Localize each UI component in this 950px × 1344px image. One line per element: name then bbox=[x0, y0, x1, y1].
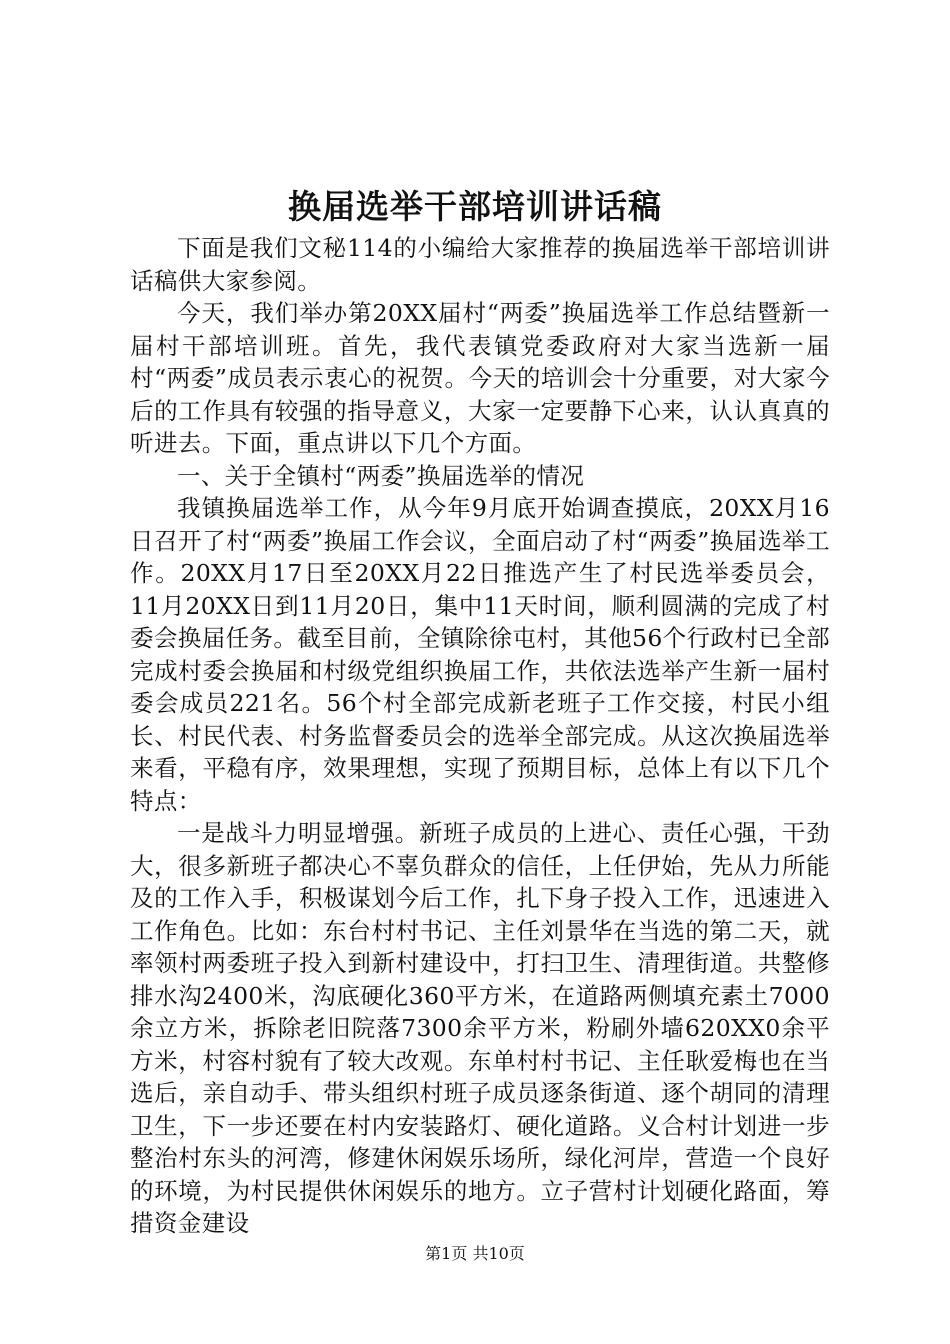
section-heading: 一、关于全镇村“两委”换届选举的情况 bbox=[177, 461, 585, 490]
document-title: 换届选举干部培训讲话稿 bbox=[288, 187, 662, 226]
document-body bbox=[130, 232, 830, 1240]
paragraph-feature-one: 一是战斗力明显增强。新班子成员的上进心、责任心强，干劲大，很多新班子都决心不辜负群众的信任，上任伊始，先从力所能及的工作入手，积极谋划今后工作，扎下身子投入工作，迅速进入工作角色。比如：东台村村书记、主任刘景华在当选的第二天，就率领村两委班子投入到新村建设中，打扫卫生、清理街道。共整修排水沟2400米，沟底硬化360平方米，在道路两侧填充素土7000余立方米，拆除老旧院落7300余平方米，粉刷外墙620XX0余平方米，村容村貌有了较大改观。东单村村书记、主任耿爱梅也在当选后，亲自动手、带头组织村班子成员逐条街道、逐个胡同的清理卫生，下一步还要在村内安装路灯、硬化道路。义合村计划进一步整治村东头的河湾，修建休闲娱乐场所，绿化河岸，营造一个良好的环境，为村民提供休闲娱乐的地方。立子营村计划硬化路面，筹措资金建设 bbox=[130, 819, 830, 1237]
paragraph-election-summary: 我镇换届选举工作，从今年9月底开始调查摸底，20XX月16日召开了村“两委”换届工作会议，全面启动了村“两委”换届选举工作。20XX月17日至20XX月22日推选产生了村民选举委员会，11月20XX日到11月20日，集中11天时间，顺利圆满的完成了村委会换届任务。截至目前，全镇除徐屯村，其他56个行政村已全部完成村委会换届和村级党组织换届工作，共依法选举产生新一届村委会成员221名。56个村全部完成新老班子工作交接，村民小组长、村民代表、村务监督委员会的选举全部完成。从这次换届选举来看，平稳有序，效果理想，实现了预期目标，总体上有以下几个特点： bbox=[130, 494, 830, 815]
paragraph-intro: 下面是我们文秘114的小编给大家推荐的换届选举干部培训讲话稿供大家参阅。 bbox=[130, 234, 830, 295]
paragraph-opening: 今天，我们举办第20XX届村“两委”换届选举工作总结暨新一届村干部培训班。首先，我代表镇党委政府对大家当选新一届村“两委”成员表示衷心的祝贺。今天的培训会十分重要，对大家今后的工作具有较强的指导意义，大家一定要静下心来，认认真真的听进去。下面，重点讲以下几个方面。 bbox=[130, 299, 830, 457]
page-number-footer: 第1页 共10页 bbox=[425, 1244, 525, 1263]
